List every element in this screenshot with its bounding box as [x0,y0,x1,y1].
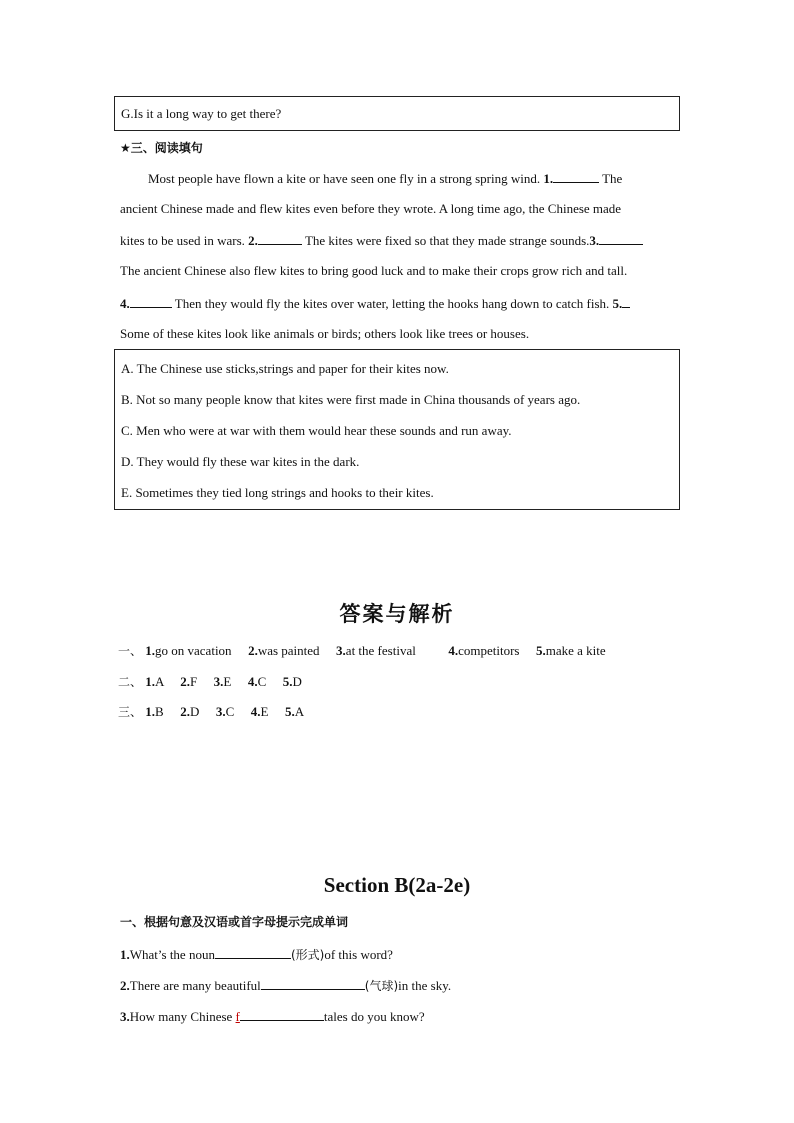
passage-line-2: ancient Chinese made and flew kites even before they wrote. A long time ago, the Chinese made [120,201,622,216]
answer-number: 4. [250,704,261,719]
answer-number: 5. [535,643,546,658]
row-prefix: 一、 [118,644,143,658]
answer-text: E [260,704,269,719]
answer-number: 1. [145,674,156,689]
answers-title: 答案与解析 [339,602,455,626]
answer-number: 5. [282,674,293,689]
answer-number: 4. [448,643,459,658]
option-b: B. Not so many people know that kites were first made in China thousands of years ago. [121,392,581,407]
option-d: D. They would fly these war kites in the dark. [121,454,360,469]
passage-text: Then they would fly the kites over water, letting the hooks hang down to catch fish. [174,296,610,311]
option-g-box [114,96,680,131]
passage-line-1 [120,170,680,187]
answer-number: 1. [145,704,156,719]
answer-number: 3. [213,674,224,689]
blank-number-3: 3. [589,233,600,248]
answer-text: A [294,704,305,719]
blank-number-2: 2. [248,233,258,248]
hint-text: (形式) [290,948,325,962]
passage-text: The [602,171,623,186]
answer-text: D [189,704,200,719]
answer-text: F [189,674,198,689]
passage-line-6: Some of these kites look like animals or birds; others look like trees or houses. [120,326,530,341]
question-number: 3. [120,1009,130,1024]
question-text: There are many beautiful [129,978,261,993]
answer-text: C [257,674,267,689]
option-g: G.Is it a long way to get there? [121,106,282,121]
answer-text: C [225,704,235,719]
question-number: 1. [120,947,130,962]
question-number: 2. [120,978,130,993]
answer-text: B [155,704,164,719]
blank-number-4: 4. [120,296,130,311]
answer-number: 5. [284,704,295,719]
answer-text: was painted [257,643,320,658]
part3-heading: ★三、阅读填句 [120,141,203,155]
section-instruction: 一、根据句意及汉语或首字母提示完成单词 [120,915,349,929]
answer-number: 3. [215,704,226,719]
answer-number: 2. [180,674,190,689]
answer-number: 2. [180,704,190,719]
answer-blank[interactable] [215,946,291,959]
row-prefix: 三、 [118,705,143,719]
blank-2[interactable] [258,232,302,245]
answer-number: 1. [145,643,156,658]
row-prefix: 二、 [118,675,143,689]
answer-text: competitors [458,643,520,658]
answer-row-3 [118,703,304,720]
answer-blank[interactable] [240,1008,324,1021]
blank-4[interactable] [130,295,172,308]
passage-line-5 [120,295,680,312]
answer-number: 4. [247,674,258,689]
first-letter-hint: f [235,1009,240,1024]
answer-number: 3. [336,643,346,658]
blank-1[interactable] [553,170,599,183]
question-3 [120,1008,425,1025]
answer-text: D [292,674,302,689]
blank-5[interactable] [622,295,630,308]
answer-text: at the festival [345,643,416,658]
blank-number-5: 5. [612,296,623,311]
answer-blank[interactable] [261,977,365,990]
blank-number-1: 1. [543,171,554,186]
question-1 [120,946,393,963]
hint-text: (气球) [364,979,399,993]
question-text: tales do you know? [323,1009,425,1024]
question-text: What’s the noun [129,947,215,962]
question-text: of this word? [324,947,393,962]
answer-text: A [155,674,164,689]
option-e: E. Sometimes they tied long strings and hooks to their kites. [121,485,434,500]
option-a: A. The Chinese use sticks,strings and paper for their kites now. [121,361,449,376]
answer-text: go on vacation [155,643,232,658]
option-c: C. Men who were at war with them would hear these sounds and run away. [121,423,512,438]
question-text: How many Chinese [129,1009,233,1024]
answer-text: make a kite [545,643,606,658]
answer-row-1 [118,642,606,659]
question-2 [120,977,451,994]
question-text: in the sky. [398,978,452,993]
section-title: Section B(2a-2e) [323,873,471,897]
passage-text: kites to be used in wars. [120,233,245,248]
passage-text: The kites were fixed so that they made strange sounds. [304,233,590,248]
blank-3[interactable] [599,232,643,245]
answer-text: E [223,674,232,689]
passage-line-3 [120,232,680,249]
answer-row-2 [118,673,302,690]
options-box [114,349,680,510]
passage-text: Most people have flown a kite or have seen one fly in a strong spring wind. [148,171,541,186]
passage-line-4: The ancient Chinese also flew kites to bring good luck and to make their crops grow rich and tall. [120,263,628,278]
answer-number: 2. [248,643,258,658]
